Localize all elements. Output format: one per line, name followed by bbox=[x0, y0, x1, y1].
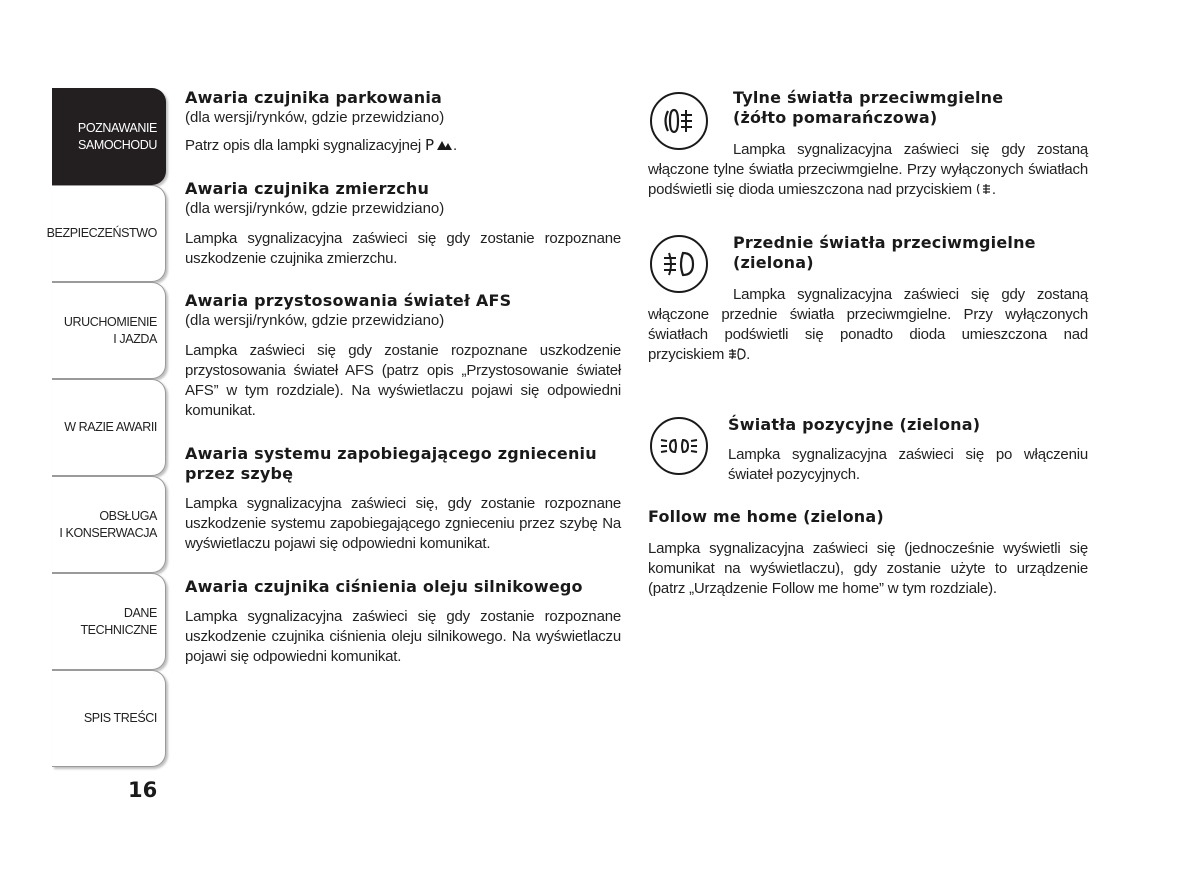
tab-label: W RAZIE AWARII bbox=[64, 420, 157, 434]
body-text-end: . bbox=[991, 181, 996, 198]
parking-sensor-icon bbox=[425, 137, 453, 152]
section-title-2: (żółto pomarańczowa) bbox=[733, 108, 938, 127]
body-text: Lampka sygnalizacyjna zaświeci się gdy zostaną włączone tylne światła przeciwmgielne. Przy wyłączonych światłach podświetli się dioda umieszczona nad przyciskiem bbox=[648, 141, 1088, 198]
section-body: Lampka sygnalizacyjna zaświeci się po włączeniu świateł pozycyjnych. bbox=[728, 446, 1088, 483]
tab-spis-tresci[interactable] bbox=[52, 670, 166, 767]
section-body bbox=[648, 140, 1088, 200]
tab-label: DANE TECHNICZNE bbox=[80, 605, 157, 637]
section-oil-pressure-fault bbox=[185, 577, 621, 667]
section-subtitle: (dla wersji/rynków, gdzie przewidziano) bbox=[185, 312, 445, 329]
tab-poznawanie-samochodu[interactable] bbox=[52, 88, 166, 185]
chapter-sidebar bbox=[46, 88, 166, 767]
tab-label: SPIS TREŚCI bbox=[83, 711, 157, 725]
tab-label: OBSŁUGA I KONSERWACJA bbox=[59, 508, 157, 540]
tab-label: POZNAWANIE SAMOCHODU bbox=[77, 120, 157, 152]
body-text: Patrz opis dla lampki sygnalizacyjnej bbox=[185, 137, 422, 154]
section-body: Lampka sygnalizacyjna zaświeci się (jednocześnie wyświetli się komunikat na wyświetlaczu), gdy zostanie użyte to urządzenie (patrz „Urządzenie Follow me home” w tym rozdziale). bbox=[648, 540, 1088, 597]
section-body: Lampka sygnalizacyjna zaświeci się gdy zostanie rozpoznane uszkodzenie czujnika zmierzchu. bbox=[185, 230, 621, 267]
section-parking-sensor-fault bbox=[185, 88, 621, 156]
section-twilight-sensor-fault bbox=[185, 179, 621, 269]
section-body: Lampka sygnalizacyjna zaświeci się, gdy zostanie rozpoznane uszkodzenie systemu zapobiegającego zgnieceniu przez szybę Na wyświetlaczu pojawi się odpowiedni komunikat. bbox=[185, 495, 621, 552]
tab-label: BEZPIECZEŃSTWO bbox=[46, 226, 157, 240]
svg-text:P: P bbox=[425, 137, 434, 152]
tab-bezpieczenstwo[interactable] bbox=[46, 185, 166, 282]
front-fog-small-icon bbox=[728, 347, 746, 361]
body-text: Lampka sygnalizacyjna zaświeci się gdy zostaną włączone przednie światła przeciwmgielne. Przy wyłączonych światłach podświetli się ponadto dioda umieszczona nad przyciskiem bbox=[648, 286, 1088, 363]
section-title: Tylne światła przeciwmgielne bbox=[733, 88, 1004, 107]
section-body bbox=[185, 136, 621, 156]
position-lights-icon bbox=[650, 417, 708, 475]
section-body: Lampka zaświeci się gdy zostanie rozpoznane uszkodzenie przystosowania świateł AFS (patrz opis „Przystosowanie świateł AFS” w tym rozdziale). Na wyświetlaczu pojawi się odpowiedni komunikat. bbox=[185, 342, 621, 419]
tab-label: URUCHOMIENIE I JAZDA bbox=[63, 314, 157, 346]
section-body bbox=[648, 285, 1088, 365]
section-title: Przednie światła przeciwmgielne bbox=[733, 233, 1036, 252]
tab-w-razie-awarii[interactable] bbox=[52, 379, 166, 476]
tab-uruchomienie-i-jazda[interactable] bbox=[52, 282, 166, 379]
section-title: Awaria czujnika zmierzchu bbox=[185, 179, 430, 198]
body-text-end: . bbox=[453, 137, 457, 154]
section-title: Awaria systemu zapobiegającego zgnieceniu przez szybę bbox=[185, 444, 597, 483]
section-title: Awaria przystosowania świateł AFS bbox=[185, 291, 512, 310]
rear-fog-small-icon bbox=[976, 182, 992, 196]
section-afs-fault bbox=[185, 291, 621, 421]
section-title: Awaria czujnika ciśnienia oleju silnikowego bbox=[185, 577, 583, 596]
tab-dane-techniczne[interactable] bbox=[52, 573, 166, 670]
section-subtitle: (dla wersji/rynków, gdzie przewidziano) bbox=[185, 200, 445, 217]
section-title: Awaria czujnika parkowania bbox=[185, 88, 443, 107]
body-text-end: . bbox=[746, 346, 751, 363]
page-number: 16 bbox=[128, 778, 158, 802]
section-body: Lampka sygnalizacyjna zaświeci się gdy zostanie rozpoznane uszkodzenie czujnika ciśnienia oleju silnikowego. Na wyświetlaczu pojawi się odpowiedni komunikat. bbox=[185, 608, 621, 665]
section-anti-pinch-fault bbox=[185, 444, 621, 554]
section-follow-me-home bbox=[648, 507, 1088, 599]
section-title: Światła pozycyjne (zielona) bbox=[728, 415, 981, 434]
section-subtitle: (dla wersji/rynków, gdzie przewidziano) bbox=[185, 109, 445, 126]
section-title: Follow me home (zielona) bbox=[648, 507, 884, 526]
tab-obsluga-i-konserwacja[interactable] bbox=[52, 476, 166, 573]
section-title-2: (zielona) bbox=[733, 253, 814, 272]
